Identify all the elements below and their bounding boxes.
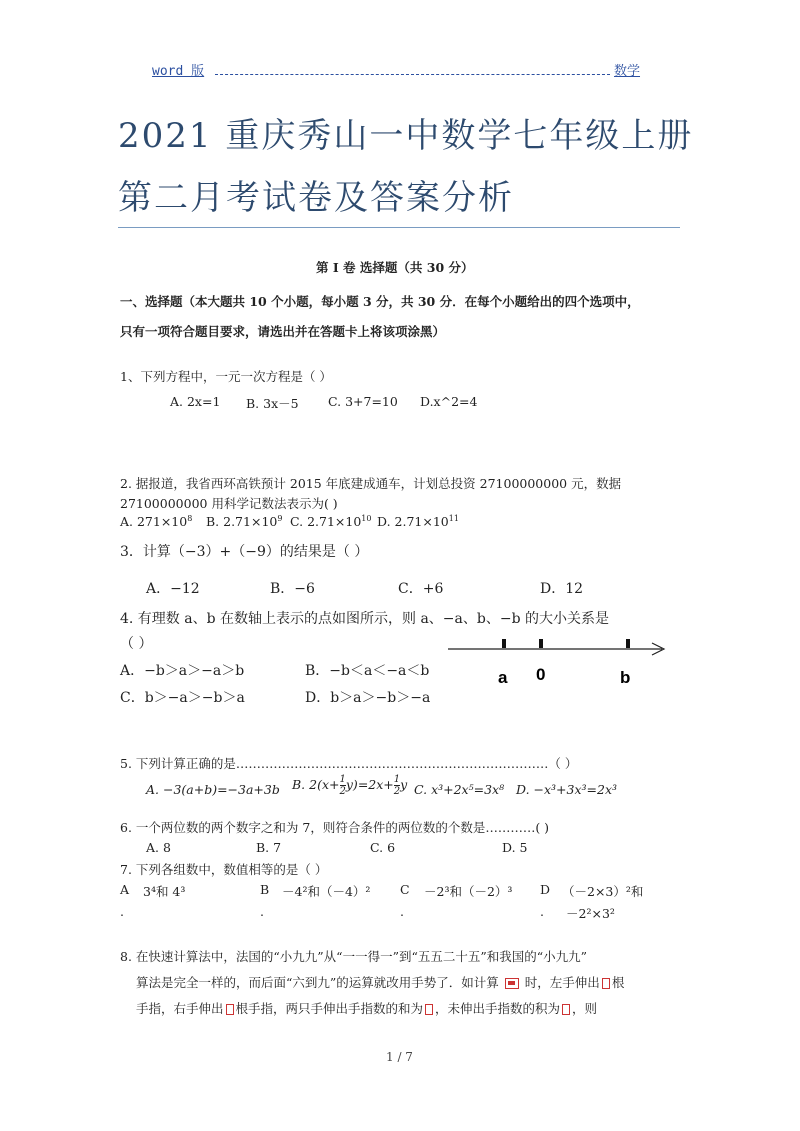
header-right: 数学 — [614, 64, 641, 79]
page-number: 1 / 7 — [386, 1050, 413, 1064]
q2-option-d: D. $2.71\times 10^{11}$ — [377, 514, 459, 530]
q6-option-b: B. 7 — [256, 840, 282, 855]
number-line-figure — [440, 632, 675, 687]
q5-option-b: B. 2(x+ $\frac{1}{2}$ y)=2x+ $\frac{1}{2}$ y — [292, 774, 408, 797]
label-zero: 0 — [536, 665, 546, 684]
label-a: a — [498, 668, 508, 687]
q8-line-1: 8. 在快速计算法中，法国的“小九九”从“一一得一”到“五五二十五”和我国的“小九九” — [120, 949, 588, 964]
placeholder-image-icon — [562, 1004, 570, 1015]
q1-option-c: C. 3+7=10 — [328, 394, 398, 409]
q5-option-c: C. x³+2x⁵=3x⁸ — [414, 782, 505, 797]
q2-option-a: A. $271\times 10^8$ — [120, 514, 193, 530]
q3-option-c: C．+6 — [398, 581, 444, 597]
instructions-line-2: 只有一项符合题目要求，请选出并在答题卡上将该项涂黑） — [120, 324, 446, 339]
q7-option-b: －4²和（－4）² — [282, 884, 371, 899]
q5-option-d: D. −x³+3x³=2x³ — [516, 782, 618, 797]
q3-stem: 3．计算（−3）+（−9）的结果是（ ） — [120, 544, 369, 560]
instructions-line-1: 一、选择题（本大题共 10 个小题，每小题 3 分，共 30 分．在每个小题给出的四个选项中， — [120, 294, 640, 309]
q3-option-a: A．−12 — [146, 581, 200, 597]
q7-dot-c: . — [400, 904, 404, 919]
q7-letter-a: A — [120, 882, 130, 897]
q7-option-d-line2: －2²×3² — [566, 906, 615, 921]
q4-stem: 4. 有理数 a、b 在数轴上表示的点如图所示，则 a、−a、b、−b 的大小关系是 — [120, 611, 609, 627]
q7-letter-c: C — [400, 882, 410, 897]
q7-option-a: 3⁴和 4³ — [143, 884, 186, 899]
q5-stem: 5. 下列计算正确的是…………………………………………………………………（ ） — [120, 756, 578, 771]
header-dashed-line — [215, 62, 610, 75]
q7-letter-b: B — [260, 882, 270, 897]
header-left: word 版 — [152, 64, 205, 79]
placeholder-image-icon — [226, 1004, 234, 1015]
q3-option-b: B．−6 — [270, 581, 315, 597]
q5-option-a: A. −3(a+b)=−3a+3b — [146, 782, 280, 797]
q7-option-d: （－2×3）²和 — [562, 884, 644, 899]
q6-option-a: A. 8 — [146, 840, 171, 855]
q4-option-d: D．b＞a＞−b＞−a — [305, 690, 431, 706]
title-line-2: 第二月考试卷及答案分析 — [118, 178, 514, 218]
q2-line-2: 27100000000 用科学记数法表示为( ) — [120, 496, 338, 511]
placeholder-image-icon — [602, 978, 610, 989]
q1-option-a: A. 2x=1 — [170, 394, 221, 409]
q6-option-d: D. 5 — [502, 840, 528, 855]
q2-option-b: B. $2.71\times 10^9$ — [206, 514, 283, 530]
title-line-1: 2021 重庆秀山一中数学七年级上册 — [118, 116, 694, 156]
q7-letter-d: D — [540, 882, 551, 897]
q1-option-d: D.x^2=4 — [420, 394, 478, 409]
q1-stem: 1、下列方程中，一元一次方程是（ ） — [120, 369, 332, 384]
q7-option-c: －2³和（－2）³ — [424, 884, 513, 899]
q8-line-2: 算法是完全一样的，而后面“六到九”的运算就改用手势了．如计算 时，左手伸出 根 — [136, 975, 625, 990]
q2-option-c: C. $2.71\times 10^{10}$ — [290, 514, 372, 530]
placeholder-image-icon — [425, 1004, 433, 1015]
broken-image-icon — [505, 978, 519, 989]
label-b: b — [620, 668, 631, 687]
q4-option-c: C．b＞−a＞−b＞a — [120, 690, 245, 706]
tick-zero — [539, 639, 543, 648]
q6-stem: 6. 一个两位数的两个数字之和为 7，则符合条件的两位数的个数是…………( ) — [120, 820, 550, 835]
tick-a — [502, 639, 506, 648]
q7-dot-d: . — [540, 904, 544, 919]
q8-line-3: 手指，右手伸出 根手指，两只手伸出手指数的和为 ，未伸出手指数的积为 ，则 — [136, 1001, 598, 1016]
q2-line-1: 2. 据报道，我省西环高铁预计 2015 年底建成通车，计划总投资 27100000000 元，数据 — [120, 476, 622, 491]
q4-option-b: B．−b＜a＜−a＜b — [305, 663, 430, 679]
q4-option-a: A．−b＞a＞−a＞b — [120, 663, 245, 679]
q7-stem: 7. 下列各组数中，数值相等的是（ ） — [120, 862, 328, 877]
q6-option-c: C. 6 — [370, 840, 396, 855]
q1-option-b: B. 3x－5 — [246, 396, 299, 411]
q7-dot-b: . — [260, 904, 264, 919]
section-heading: 第 I 卷 选择题（共 30 分） — [316, 260, 474, 275]
q3-option-d: D．12 — [540, 581, 584, 597]
q4-paren: （ ） — [120, 636, 153, 652]
q7-dot-a: . — [120, 904, 124, 919]
title-divider — [118, 227, 680, 228]
tick-b — [626, 639, 630, 648]
